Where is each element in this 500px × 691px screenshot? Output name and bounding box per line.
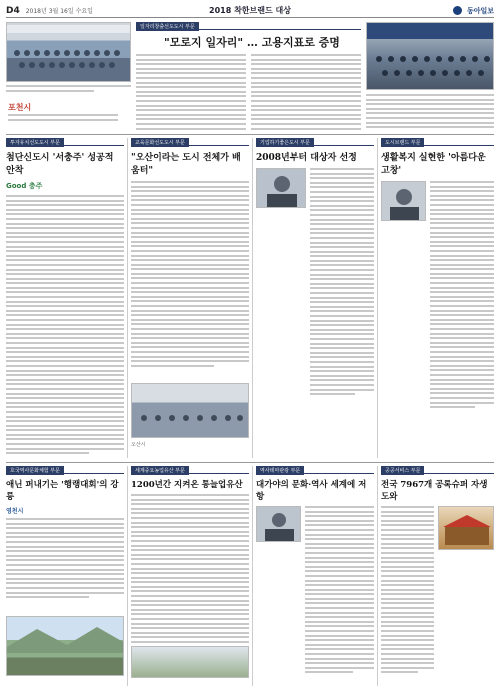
article-b1: [6, 466, 124, 686]
a3-body: [310, 168, 374, 395]
b4-photo: [438, 506, 494, 550]
a4-body: [430, 181, 494, 408]
b4-category: 공공서비스 부문: [381, 466, 424, 475]
a1-headline: 첨단신도시 '서충주' 성공적 안착: [6, 153, 114, 176]
top-right-body: [366, 94, 494, 130]
a4-headline: 생활복지 실현한 '아름다운 고창': [381, 153, 486, 176]
paper-name: 동아일보: [466, 6, 494, 15]
top-body: [136, 54, 361, 130]
b1-photo: [6, 616, 124, 676]
top-photo-caption: [6, 85, 131, 92]
article-top: [6, 22, 494, 130]
b1-category: 호국역사문화체험 부문: [6, 466, 64, 475]
a2-body: [131, 181, 249, 367]
b1-body: [6, 518, 124, 598]
b2-headline: 1200년간 지켜온 통늘업유산: [131, 480, 243, 490]
a3-headline: 2008년부터 대상자 선정: [256, 153, 357, 163]
b2-category-bar: [131, 466, 249, 474]
column-divider: [377, 466, 378, 686]
b4-category-bar: [381, 466, 494, 474]
top-headline: "모로지 일자리" … 고용지표로 증명: [164, 36, 340, 49]
b1-headline: 애닌 퍼내기는 '행랭대회'의 강릉: [6, 480, 119, 502]
divider: [6, 134, 494, 135]
crowd-illustration: [7, 23, 131, 82]
a3-photo: [256, 168, 306, 208]
article-a3: [256, 138, 374, 458]
yeongcheon-logo: [6, 506, 124, 515]
column-divider: [127, 138, 128, 458]
column-divider: [252, 138, 253, 458]
section-title: 2018 착한브랜드 대상: [209, 6, 291, 15]
a3-category: 기업하기좋은도시 부문: [256, 138, 314, 147]
osan-illustration: [132, 384, 249, 438]
a4-category: 도시브랜드 부문: [381, 138, 424, 147]
a1-logo-text: Good 충주: [6, 182, 43, 190]
b1-category-bar: [6, 466, 124, 474]
b1-logo-text: 영천시: [6, 508, 24, 515]
b3-headline: 대가야의 문화·역사 세계에 저항: [256, 480, 367, 502]
a4-category-bar: [381, 138, 494, 146]
article-b3: [256, 466, 374, 686]
column-divider: [127, 466, 128, 686]
b2-body: [131, 494, 249, 657]
osan-photo: [131, 383, 249, 438]
top-category-bar: [136, 22, 361, 30]
a2-category: 교육문화선도도시 부문: [131, 138, 189, 147]
b3-photo: [256, 506, 301, 542]
a1-category-bar: [6, 138, 124, 146]
column-divider: [377, 138, 378, 458]
article-a2: [131, 138, 249, 458]
divider: [6, 462, 494, 463]
b3-body: [305, 506, 374, 673]
b3-category: 역사테마관광 부문: [256, 466, 304, 475]
b4-headline: 전국 7967개 공록슈퍼 자생 도와: [381, 480, 488, 502]
ceremony-illustration: [367, 23, 494, 90]
article-b2: [131, 466, 249, 686]
a1-body: [6, 195, 124, 454]
b3-category-bar: [256, 466, 374, 474]
portrait-illustration: [257, 507, 301, 542]
pocheon-logo: [8, 102, 31, 113]
article-a4: [381, 138, 494, 458]
landscape-illustration: [7, 617, 124, 676]
market-illustration: [439, 507, 494, 550]
a3-category-bar: [256, 138, 374, 146]
a1-category: 투자유치선도도시 부문: [6, 138, 64, 147]
chungju-logo: [6, 181, 124, 191]
portrait-illustration: [257, 169, 306, 208]
top-logo-text: 포천시: [8, 103, 32, 112]
article-b4: [381, 466, 494, 686]
page-number: D4: [6, 5, 20, 16]
masthead: [6, 4, 494, 18]
article-a1: [6, 138, 124, 458]
b2-photo: [131, 646, 249, 678]
a2-caption: 오산시: [131, 442, 146, 448]
portrait-illustration: [382, 182, 426, 221]
issue-date: 2018년 3월 16일 수요일: [25, 8, 93, 15]
a4-photo: [381, 181, 426, 221]
top-left-body: [8, 114, 118, 121]
group-photo: [6, 22, 131, 82]
a2-category-bar: [131, 138, 249, 146]
top-category: 일자리창출선도도시 부문: [136, 22, 199, 31]
column-divider: [252, 466, 253, 686]
b4-body: [381, 506, 434, 673]
ceremony-photo: [366, 22, 494, 90]
b2-category: 세계중요농업유산 부문: [131, 466, 189, 475]
a2-headline: "오산이라는 도시 전체가 배움터": [131, 153, 241, 176]
